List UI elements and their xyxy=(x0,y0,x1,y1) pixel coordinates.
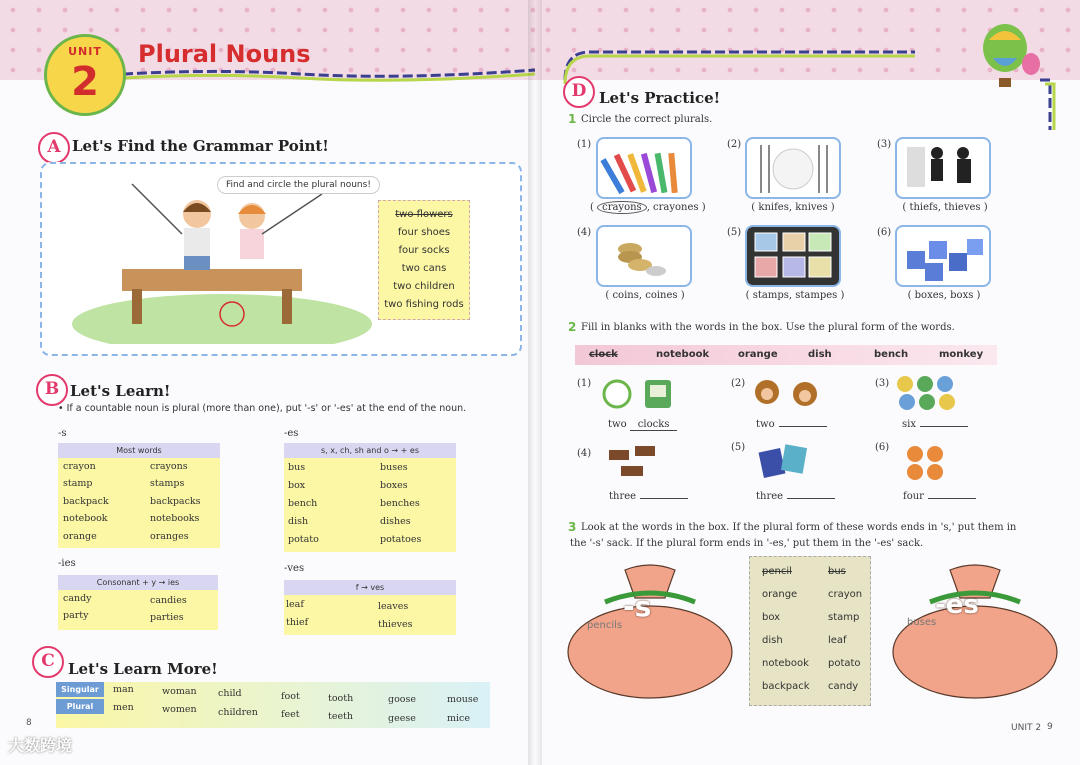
table-cell: bus xyxy=(288,462,306,473)
dishes-icon xyxy=(895,374,967,414)
item-number: (5) xyxy=(727,227,742,238)
es-sack xyxy=(890,560,1060,700)
monkeys-icon xyxy=(749,374,829,414)
table-cell: leaf xyxy=(286,599,304,610)
table-cell: benches xyxy=(380,498,420,509)
word-item: bus xyxy=(828,566,846,577)
word-box-item: dish xyxy=(808,349,832,360)
table-body xyxy=(58,590,218,630)
plural-word: feet xyxy=(281,709,300,720)
singular-word: woman xyxy=(162,686,197,697)
item-number: (6) xyxy=(875,442,890,453)
unit-label: UNIT xyxy=(68,45,102,58)
choice-a[interactable]: boxes xyxy=(914,290,944,301)
hint-item: two children xyxy=(393,281,455,292)
item-number: (1) xyxy=(577,378,592,389)
item-number: (2) xyxy=(727,139,742,150)
unit-badge xyxy=(44,34,126,116)
footer-unit: UNIT 2 xyxy=(1011,723,1042,733)
unit-number: 2 xyxy=(71,59,99,105)
word-item: stamp xyxy=(828,612,860,623)
table-cell: backpacks xyxy=(150,496,201,507)
blank-line xyxy=(608,419,677,430)
fill-answer[interactable] xyxy=(640,498,688,499)
plural-hint-list xyxy=(378,200,470,320)
page-number-left: 8 xyxy=(26,718,32,728)
table-body xyxy=(284,595,456,635)
fill-answer[interactable]: clocks xyxy=(630,419,678,431)
table-cell: notebooks xyxy=(150,513,200,524)
section-d-title: Let's Practice! xyxy=(599,89,721,107)
choice-caption: ( crayons , crayones ) xyxy=(590,202,706,213)
choice-caption: ( boxes, boxs ) xyxy=(907,290,981,301)
table-cell: dishes xyxy=(380,516,411,527)
table-cell: candies xyxy=(150,595,187,606)
table-cell: thief xyxy=(286,617,309,628)
choice-b[interactable]: boxs xyxy=(950,290,974,301)
word-item: candy xyxy=(828,681,859,692)
fill-answer[interactable] xyxy=(920,426,968,427)
fill-prefix: six xyxy=(902,419,916,430)
table-cell: stamps xyxy=(150,478,185,489)
word-box-item: notebook xyxy=(656,349,710,360)
word-box-item: clock xyxy=(589,349,618,360)
word-box-item: bench xyxy=(874,349,909,360)
hint-item: two flowers xyxy=(395,209,453,220)
ex3-word-list xyxy=(749,556,871,706)
section-c-title: Let's Learn More! xyxy=(68,660,218,678)
unit-title: Plural Nouns xyxy=(138,40,311,68)
word-box xyxy=(575,345,997,365)
table-label: -es xyxy=(284,428,299,439)
singular-word: mouse xyxy=(447,694,479,705)
fill-prefix: two xyxy=(608,419,627,430)
table-cell: thieves xyxy=(378,619,413,630)
coins-photo xyxy=(596,225,692,287)
right-page xyxy=(535,0,1080,765)
choice-b[interactable]: thieves xyxy=(944,202,981,213)
choice-a[interactable]: crayons xyxy=(597,201,647,214)
table-cell: stamp xyxy=(63,478,93,489)
fill-prefix: three xyxy=(609,491,637,502)
choice-caption: ( knifes, knives ) xyxy=(751,202,835,213)
singular-word: tooth xyxy=(328,693,354,704)
choice-b[interactable]: crayones xyxy=(653,202,699,213)
fill-prefix: three xyxy=(756,491,784,502)
left-page xyxy=(0,0,535,765)
fishing-children-illustration xyxy=(72,174,372,344)
ex2-instruction: Fill in blanks with the words in the box. Use the plural form of the words. xyxy=(581,322,955,333)
table-label: -s xyxy=(58,428,67,439)
table-cell: potato xyxy=(288,534,319,545)
plural-word: geese xyxy=(388,713,416,724)
blank-line xyxy=(756,419,827,430)
s-sack-word: pencils xyxy=(587,620,623,631)
table-cell: backpack xyxy=(63,496,109,507)
item-number: (2) xyxy=(731,378,746,389)
table-cell: bench xyxy=(288,498,318,509)
table-cell: boxes xyxy=(380,480,408,491)
word-item: crayon xyxy=(828,589,863,600)
grammar-point-box xyxy=(40,162,522,356)
word-item: orange xyxy=(762,589,798,600)
plural-word: children xyxy=(218,707,258,718)
blank-line xyxy=(756,491,835,502)
plural-word: mice xyxy=(447,713,470,724)
table-cell: oranges xyxy=(150,531,189,542)
page-number-right: 9 xyxy=(1047,722,1053,732)
table-body xyxy=(284,458,456,552)
fill-answer[interactable] xyxy=(928,498,976,499)
choice-b[interactable]: stampes xyxy=(795,290,838,301)
item-number: (6) xyxy=(877,227,892,238)
word-item: notebook xyxy=(762,658,809,669)
choice-caption: ( coins, coines ) xyxy=(605,290,685,301)
hint-item: four shoes xyxy=(397,227,451,238)
ex3-instruction-line2: the '-s' sack. If the plural form ends in '-es,' put them in the '-es' sack. xyxy=(570,538,924,549)
plural-word: teeth xyxy=(328,711,353,722)
thieves-photo xyxy=(895,137,991,199)
choice-a[interactable]: thiefs xyxy=(909,202,938,213)
table-header: s, x, ch, sh and o → + es xyxy=(284,443,456,458)
table-cell: notebook xyxy=(63,513,108,524)
watermark: 大数跨境 xyxy=(8,736,73,755)
section-a-badge: A xyxy=(38,132,70,164)
speech-bubble: Find and circle the plural nouns! xyxy=(217,176,380,194)
table-cell: crayon xyxy=(63,461,96,472)
section-c-badge: C xyxy=(32,646,64,678)
choice-caption: ( stamps, stampes ) xyxy=(745,290,845,301)
word-item: box xyxy=(762,612,781,623)
item-number: (1) xyxy=(577,139,592,150)
boxes-photo xyxy=(895,225,991,287)
hint-item: four socks xyxy=(398,245,450,256)
table-cell: dish xyxy=(288,516,309,527)
blank-line xyxy=(609,491,688,502)
section-b-rule: • If a countable noun is plural (more than one), put '-s' or '-es' at the end of the noun. xyxy=(58,403,467,414)
fill-prefix: four xyxy=(903,491,924,502)
table-cell: parties xyxy=(150,612,184,623)
table-cell: leaves xyxy=(378,601,409,612)
fill-prefix: two xyxy=(756,419,775,430)
singular-word: man xyxy=(113,684,134,695)
table-header: Most words xyxy=(58,443,220,458)
benches-icon xyxy=(605,444,669,480)
hint-item: two cans xyxy=(401,263,447,274)
choice-a[interactable]: coins xyxy=(612,290,639,301)
table-cell: candy xyxy=(63,593,92,604)
section-d-badge: D xyxy=(563,76,595,108)
singular-word: foot xyxy=(281,691,300,702)
table-body xyxy=(58,458,220,548)
choice-a[interactable]: knifes xyxy=(758,202,789,213)
item-number: (3) xyxy=(875,378,890,389)
ex1-instruction: Circle the correct plurals. xyxy=(581,114,713,125)
hot-air-balloon-icon xyxy=(975,22,1045,100)
singular-word: goose xyxy=(388,694,417,705)
word-item: pencil xyxy=(762,566,792,577)
section-a-title: Let's Find the Grammar Point! xyxy=(72,137,329,155)
word-item: potato xyxy=(828,658,861,669)
table-label: -ies xyxy=(58,558,76,569)
table-cell: buses xyxy=(380,462,408,473)
ex3-number: 3 xyxy=(568,520,577,534)
notebooks-icon xyxy=(757,442,813,480)
ex1-number: 1 xyxy=(568,112,577,126)
table-header: f → ves xyxy=(284,580,456,595)
table-label: -ves xyxy=(284,563,305,574)
singular-label: Singular xyxy=(56,682,104,697)
choice-a[interactable]: stamps xyxy=(752,290,789,301)
ex3-instruction-line1: Look at the words in the box. If the plural form of these words ends in 's,' put them in xyxy=(581,522,1017,533)
table-cell: crayons xyxy=(150,461,188,472)
knives-photo xyxy=(745,137,841,199)
choice-b[interactable]: coines xyxy=(645,290,678,301)
table-cell: orange xyxy=(63,531,97,542)
word-item: backpack xyxy=(762,681,810,692)
item-number: (4) xyxy=(577,227,592,238)
choice-b[interactable]: knives xyxy=(795,202,828,213)
table-header: Consonant + y → ies xyxy=(58,575,218,590)
book-gutter xyxy=(528,0,542,765)
hint-item: two fishing rods xyxy=(384,299,464,310)
singular-word: child xyxy=(218,688,242,699)
blank-line xyxy=(902,419,968,430)
item-number: (3) xyxy=(877,139,892,150)
plural-word: women xyxy=(162,704,197,715)
oranges-icon xyxy=(903,444,953,480)
item-number: (4) xyxy=(577,448,592,459)
plural-label: Plural xyxy=(56,699,104,714)
es-sack-label: -es xyxy=(935,590,979,620)
choice-caption: ( thiefs, thieves ) xyxy=(902,202,988,213)
plural-word: men xyxy=(113,702,134,713)
es-sack-word: buses xyxy=(907,617,937,628)
ex2-number: 2 xyxy=(568,320,577,334)
item-number: (5) xyxy=(731,442,746,453)
section-b-badge: B xyxy=(36,374,68,406)
section-b-title: Let's Learn! xyxy=(70,382,171,400)
s-sack-label: -s xyxy=(623,590,652,623)
stamps-photo xyxy=(745,225,841,287)
word-box-item: orange xyxy=(738,349,778,360)
word-box-item: monkey xyxy=(939,349,984,360)
clocks-icon xyxy=(601,376,681,412)
table-cell: potatoes xyxy=(380,534,422,545)
blank-line xyxy=(903,491,976,502)
table-cell: box xyxy=(288,480,306,491)
table-cell: party xyxy=(63,610,89,621)
word-item: leaf xyxy=(828,635,847,646)
word-item: dish xyxy=(762,635,783,646)
fill-answer[interactable] xyxy=(779,426,827,427)
crayons-photo xyxy=(596,137,692,199)
fill-answer[interactable] xyxy=(787,498,835,499)
